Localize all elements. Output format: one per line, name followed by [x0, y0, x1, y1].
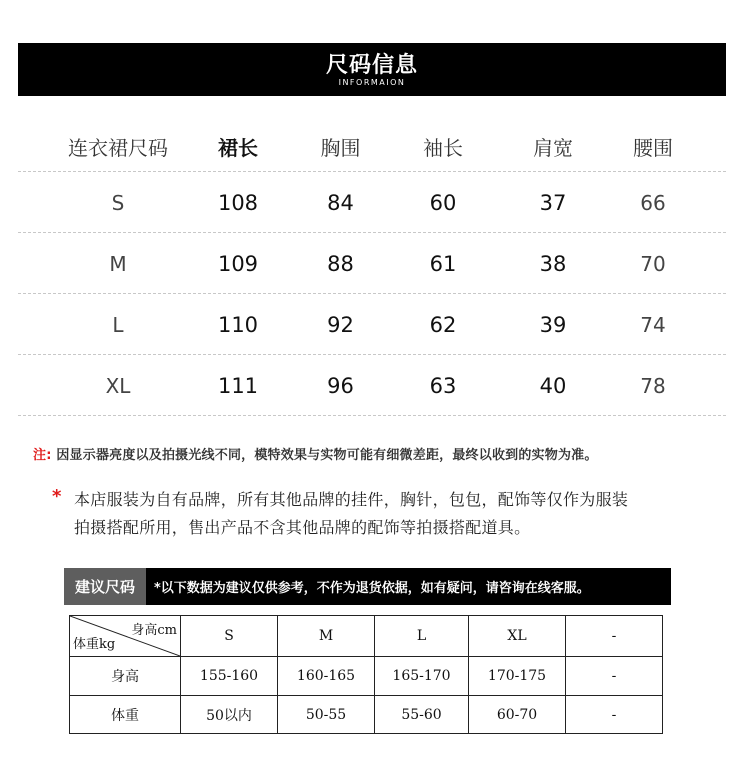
header-waist: 腰围 — [633, 135, 673, 160]
advice-label: 建议尺码 — [64, 568, 146, 605]
disclaimer-note — [33, 444, 598, 463]
value-cell: 66 — [640, 190, 666, 215]
size-cell: XL — [105, 373, 131, 398]
reference-table — [69, 615, 663, 734]
note-prefix: 注: — [33, 448, 52, 463]
value-cell: 37 — [539, 190, 567, 215]
value-cell: 50-55 — [278, 696, 375, 734]
row-label: 身高 — [70, 657, 181, 696]
corner-bottom-label: 体重kg — [73, 637, 116, 652]
value-cell: 78 — [640, 373, 666, 398]
divider — [18, 415, 726, 416]
header-cell: - — [566, 616, 663, 657]
header-length: 裙长 — [218, 135, 258, 160]
value-cell: 63 — [429, 373, 457, 398]
table-row — [18, 172, 726, 233]
row-label: 体重 — [70, 696, 181, 734]
value-cell: 155-160 — [181, 657, 278, 696]
size-cell: L — [112, 312, 124, 337]
corner-top-label: 身高cm — [131, 623, 177, 638]
table-row — [70, 696, 663, 734]
size-table — [18, 120, 726, 416]
value-cell: 38 — [539, 251, 567, 276]
value-cell: - — [566, 696, 663, 734]
size-table-header — [18, 120, 726, 172]
table-row — [70, 657, 663, 696]
value-cell: 50以内 — [181, 696, 278, 734]
value-cell: 96 — [327, 373, 354, 398]
value-cell: 110 — [217, 312, 259, 337]
advice-text: *以下数据为建议仅供参考，不作为退货依据，如有疑问，请咨询在线客服。 — [154, 581, 590, 596]
value-cell: 61 — [429, 251, 457, 276]
value-cell: 160-165 — [278, 657, 375, 696]
corner-cell — [70, 616, 181, 657]
header-cell: L — [375, 616, 469, 657]
banner-title: 尺码信息 — [325, 53, 418, 78]
asterisk-icon: * — [52, 486, 62, 507]
header-cell: S — [181, 616, 278, 657]
value-cell: 60-70 — [469, 696, 566, 734]
table-row — [18, 294, 726, 355]
banner-subtitle: INFORMAION — [338, 78, 406, 87]
brand-note-line: 本店服装为自有品牌，所有其他品牌的挂件，胸针，包包，配饰等仅作为服装 — [74, 490, 629, 509]
table-row — [70, 616, 663, 657]
size-cell: S — [111, 190, 125, 215]
value-cell: 40 — [539, 373, 567, 398]
brand-note — [74, 486, 750, 542]
value-cell: 165-170 — [375, 657, 469, 696]
table-row — [18, 355, 726, 416]
header-cell: M — [278, 616, 375, 657]
value-cell: 108 — [217, 190, 259, 215]
note-text: 因显示器亮度以及拍摄光线不同，模特效果与实物可能有细微差距，最终以收到的实物为准。 — [56, 448, 598, 463]
value-cell: 39 — [539, 312, 567, 337]
value-cell: 111 — [217, 373, 259, 398]
header-cell: XL — [469, 616, 566, 657]
value-cell: 88 — [327, 251, 354, 276]
value-cell: 55-60 — [375, 696, 469, 734]
section-banner — [18, 43, 726, 96]
header-sleeve: 袖长 — [423, 135, 463, 160]
value-cell: 84 — [327, 190, 354, 215]
value-cell: 60 — [429, 190, 457, 215]
advice-bar — [64, 568, 671, 605]
header-size: 连衣裙尺码 — [68, 135, 168, 160]
value-cell: 92 — [327, 312, 354, 337]
value-cell: 74 — [640, 312, 666, 337]
value-cell: - — [566, 657, 663, 696]
value-cell: 70 — [640, 251, 666, 276]
value-cell: 109 — [217, 251, 259, 276]
brand-note-line: 拍摄搭配所用，售出产品不含其他品牌的配饰等拍摄搭配道具。 — [74, 518, 531, 537]
table-row — [18, 233, 726, 294]
size-cell: M — [109, 251, 127, 276]
value-cell: 170-175 — [469, 657, 566, 696]
header-shoulder: 肩宽 — [533, 135, 573, 160]
value-cell: 62 — [429, 312, 457, 337]
header-bust: 胸围 — [320, 135, 361, 160]
